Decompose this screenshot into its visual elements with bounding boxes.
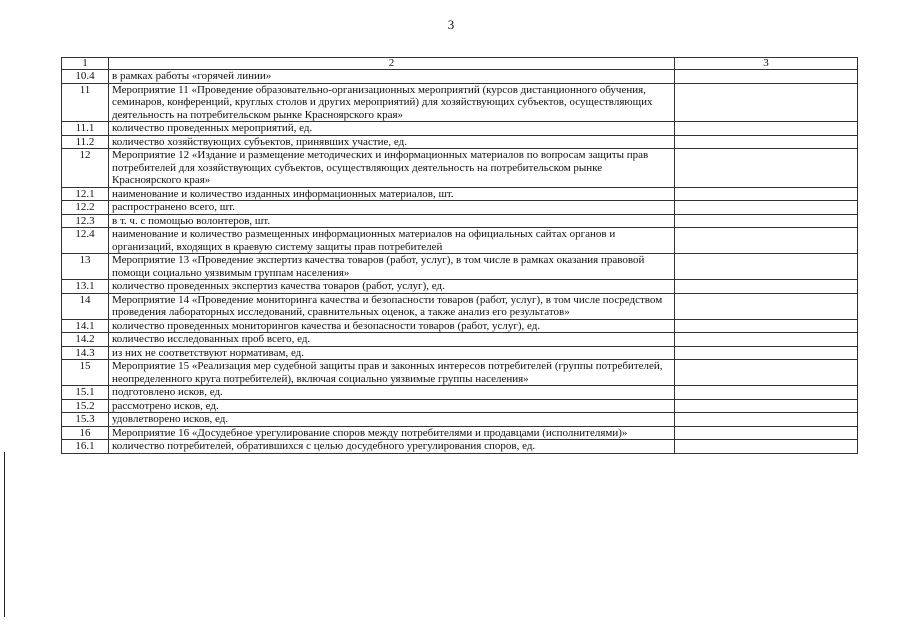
table-row bbox=[62, 83, 858, 122]
row-description: удовлетворено исков, ед. bbox=[109, 413, 675, 427]
row-value bbox=[675, 426, 858, 440]
row-value bbox=[675, 83, 858, 122]
row-value bbox=[675, 440, 858, 454]
row-number: 10.4 bbox=[62, 70, 109, 84]
table-row bbox=[62, 346, 858, 360]
table-row bbox=[62, 122, 858, 136]
row-number: 16 bbox=[62, 426, 109, 440]
row-value bbox=[675, 70, 858, 84]
column-header-description: 2 bbox=[109, 58, 675, 70]
column-header-value: 3 bbox=[675, 58, 858, 70]
table-row bbox=[62, 187, 858, 201]
table-row bbox=[62, 386, 858, 400]
row-description: количество хозяйствующих субъектов, принявших участие, ед. bbox=[109, 135, 675, 149]
row-value bbox=[675, 135, 858, 149]
row-description: в рамках работы «горячей линии» bbox=[109, 70, 675, 84]
row-number: 13.1 bbox=[62, 280, 109, 294]
row-value bbox=[675, 386, 858, 400]
row-description: Мероприятие 16 «Досудебное урегулирование споров между потребителями и продавцами (исполнителями)» bbox=[109, 426, 675, 440]
row-number: 15.1 bbox=[62, 386, 109, 400]
row-number: 14.1 bbox=[62, 319, 109, 333]
row-description: Мероприятие 14 «Проведение мониторинга качества и безопасности товаров (работ, услуг), в том числе посредством проведения лабораторных исследований, сравнительных оценок, а также анализ его результатов» bbox=[109, 293, 675, 319]
table-row bbox=[62, 214, 858, 228]
row-number: 14 bbox=[62, 293, 109, 319]
row-number: 11.1 bbox=[62, 122, 109, 136]
table-row bbox=[62, 426, 858, 440]
row-value bbox=[675, 413, 858, 427]
row-number: 15 bbox=[62, 360, 109, 386]
row-description: количество проведенных мероприятий, ед. bbox=[109, 122, 675, 136]
row-value bbox=[675, 228, 858, 254]
row-description: в т. ч. с помощью волонтеров, шт. bbox=[109, 214, 675, 228]
row-description: распространено всего, шт. bbox=[109, 201, 675, 215]
row-description: наименование и количество изданных информационных материалов, шт. bbox=[109, 187, 675, 201]
table-row bbox=[62, 201, 858, 215]
row-number: 11.2 bbox=[62, 135, 109, 149]
table-row bbox=[62, 280, 858, 294]
table-header-row bbox=[62, 58, 858, 70]
row-value bbox=[675, 346, 858, 360]
table-body bbox=[62, 70, 858, 454]
row-number: 12.2 bbox=[62, 201, 109, 215]
table-row bbox=[62, 399, 858, 413]
column-header-number: 1 bbox=[62, 58, 109, 70]
row-number: 15.3 bbox=[62, 413, 109, 427]
table-row bbox=[62, 319, 858, 333]
table-row bbox=[62, 70, 858, 84]
row-description: Мероприятие 11 «Проведение образовательно-организационных мероприятий (курсов дистанционного обучения, семинаров, конференций, круглых столов и других мероприятий) для хозяйствующих субъектов, осуществляющих деятельность на потребительском рынке Красноярского края» bbox=[109, 83, 675, 122]
row-number: 13 bbox=[62, 254, 109, 280]
page-number: 3 bbox=[447, 17, 455, 32]
row-description: из них не соответствуют нормативам, ед. bbox=[109, 346, 675, 360]
row-number: 12 bbox=[62, 149, 109, 188]
table-row bbox=[62, 293, 858, 319]
table-row bbox=[62, 228, 858, 254]
row-number: 15.2 bbox=[62, 399, 109, 413]
row-number: 12.3 bbox=[62, 214, 109, 228]
row-description: количество проведенных экспертиз качества товаров (работ, услуг), ед. bbox=[109, 280, 675, 294]
row-value bbox=[675, 280, 858, 294]
table-row bbox=[62, 135, 858, 149]
row-value bbox=[675, 214, 858, 228]
row-description: количество проведенных мониторингов качества и безопасности товаров (работ, услуг), ед. bbox=[109, 319, 675, 333]
row-description: Мероприятие 15 «Реализация мер судебной защиты прав и законных интересов потребителей (группы потребителей, неопределенного круга потребителей), включая социально уязвимые группы населения» bbox=[109, 360, 675, 386]
table-row bbox=[62, 360, 858, 386]
row-description: подготовлено исков, ед. bbox=[109, 386, 675, 400]
row-value bbox=[675, 333, 858, 347]
row-description: количество исследованных проб всего, ед. bbox=[109, 333, 675, 347]
row-value bbox=[675, 360, 858, 386]
row-number: 11 bbox=[62, 83, 109, 122]
row-description: количество потребителей, обратившихся с целью досудебного урегулирования споров, ед. bbox=[109, 440, 675, 454]
row-value bbox=[675, 187, 858, 201]
row-value bbox=[675, 254, 858, 280]
row-description: Мероприятие 13 «Проведение экспертиз качества товаров (работ, услуг), в том числе в рамках оказания правовой помощи социально уязвимым группам населения» bbox=[109, 254, 675, 280]
row-number: 14.2 bbox=[62, 333, 109, 347]
row-number: 12.4 bbox=[62, 228, 109, 254]
row-number: 14.3 bbox=[62, 346, 109, 360]
left-margin-line bbox=[4, 452, 5, 617]
row-value bbox=[675, 201, 858, 215]
table-row bbox=[62, 440, 858, 454]
indicator-table bbox=[61, 57, 858, 454]
table-row bbox=[62, 413, 858, 427]
row-description: рассмотрено исков, ед. bbox=[109, 399, 675, 413]
row-description: Мероприятие 12 «Издание и размещение методических и информационных материалов по вопросам защиты прав потребителей для хозяйствующих субъектов, осуществляющих деятельность на потребительском рынке Красноярского края» bbox=[109, 149, 675, 188]
row-value bbox=[675, 122, 858, 136]
row-description: наименование и количество размещенных информационных материалов на официальных сайтах органов и организаций, входящих в краевую систему защиты прав потребителей bbox=[109, 228, 675, 254]
row-number: 12.1 bbox=[62, 187, 109, 201]
row-value bbox=[675, 149, 858, 188]
row-value bbox=[675, 399, 858, 413]
table-row bbox=[62, 149, 858, 188]
table-row bbox=[62, 333, 858, 347]
row-value bbox=[675, 319, 858, 333]
table-row bbox=[62, 254, 858, 280]
row-number: 16.1 bbox=[62, 440, 109, 454]
row-value bbox=[675, 293, 858, 319]
